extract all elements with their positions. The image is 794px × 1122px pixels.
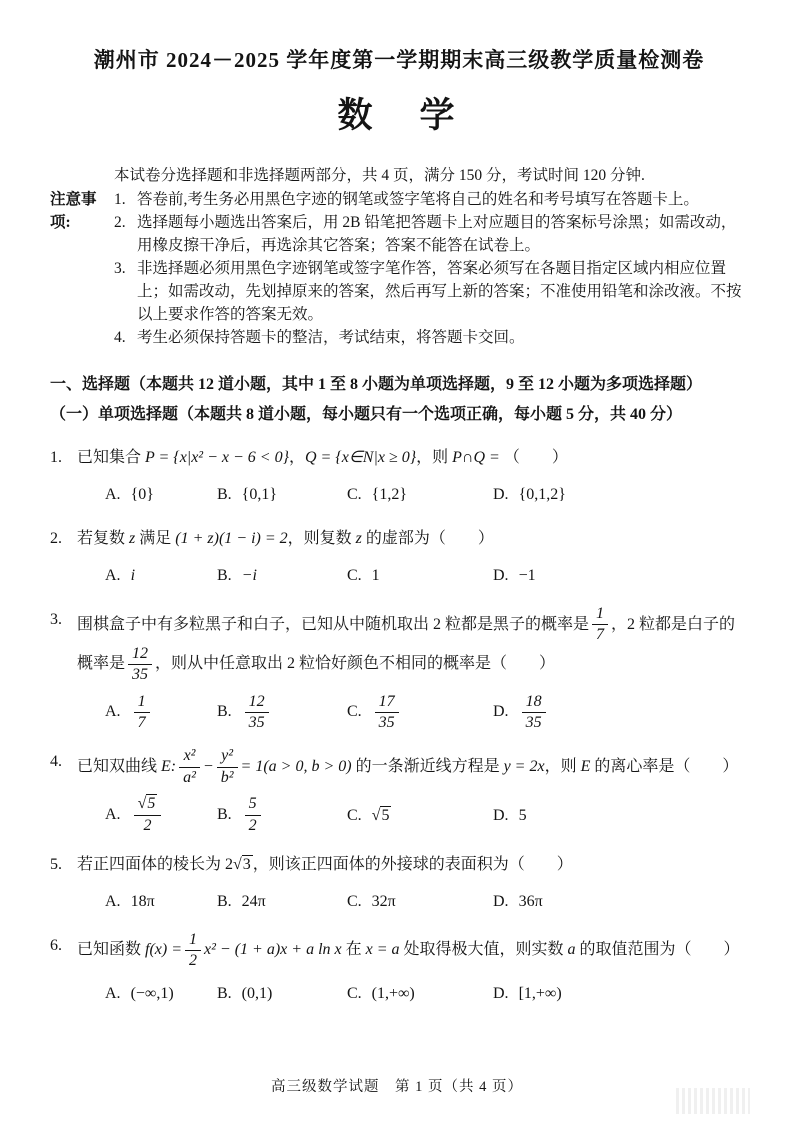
options-row: [77, 795, 748, 835]
math-expression: {0}: [130, 486, 154, 503]
fraction: [128, 645, 152, 685]
notice-item: [114, 211, 748, 257]
option-label: C.: [347, 984, 362, 1002]
option-value: [131, 486, 154, 503]
question-stem: [77, 930, 740, 970]
option-value: [131, 985, 174, 1002]
math-expression: a: [567, 941, 576, 959]
fraction-numerator: 5: [245, 795, 261, 815]
fraction: [375, 693, 399, 733]
options-row: [77, 887, 748, 916]
option-label: B.: [217, 486, 232, 503]
question-number: 3.: [50, 611, 62, 628]
option-value: [242, 985, 273, 1002]
math-expression: 24π: [241, 892, 266, 910]
fraction-numerator: √5: [134, 795, 162, 815]
sqrt-radicand: 5: [381, 806, 390, 824]
sqrt-radicand: 3: [242, 855, 251, 873]
preamble: [50, 164, 748, 349]
fraction-numerator: 17: [375, 693, 399, 713]
option-B: [217, 979, 347, 1008]
question-number: 2.: [50, 530, 62, 547]
option-A: [105, 795, 217, 835]
option-value: [242, 893, 266, 910]
fraction-numerator: 1: [134, 693, 150, 713]
fraction: [185, 931, 201, 971]
option-C: [347, 887, 493, 916]
option-label: B.: [217, 984, 232, 1002]
math-expression: (1 + z)(1 − i) = 2: [175, 530, 288, 547]
section-heading: 一、选择题（本题共 12 道小题，其中 1 至 8 小题为单项选择题，9 至 12 小题为多项选择题）: [50, 376, 703, 393]
math-expression: (0,1): [241, 984, 273, 1002]
notices-list: [114, 188, 748, 349]
option-label: D.: [493, 703, 509, 721]
math-expression: P = {x|x² − x − 6 < 0}: [145, 449, 289, 466]
math-expression: (1,+∞): [371, 984, 415, 1002]
math-expression: √5: [371, 806, 390, 824]
option-label: A.: [105, 805, 121, 823]
stem-text: 在: [341, 941, 366, 959]
notice-item: [114, 188, 748, 211]
stem-text: 若正四面体的棱长为: [77, 855, 226, 873]
options-row: [77, 561, 748, 590]
option-D: [493, 801, 748, 830]
fraction-numerator: 18: [522, 693, 546, 713]
option-value: [242, 795, 264, 834]
option-label: A.: [105, 486, 121, 503]
math-expression: −1: [518, 567, 536, 584]
math-expression: −: [202, 757, 214, 775]
fraction-numerator: 1: [185, 931, 201, 951]
section-subheading: （一）单项选择题（本题共 8 道小题，每小题只有一个选项正确，每小题 5 分，共 40 分）: [50, 406, 683, 423]
option-label: A.: [105, 567, 121, 584]
fraction: [217, 747, 238, 787]
option-C: [347, 561, 493, 590]
math-expression: P∩Q =: [452, 449, 504, 466]
question-stem: [77, 530, 494, 547]
option-value: [519, 567, 536, 584]
math-expression: {0,1}: [241, 486, 278, 503]
fraction: [179, 747, 200, 787]
question-number: 4.: [50, 753, 62, 771]
math-expression: 2√3: [225, 855, 251, 873]
math-expression: x² − (1 + a)x + a ln x: [204, 941, 342, 959]
fraction: [134, 693, 150, 733]
option-value: [372, 567, 380, 584]
fraction-numerator: x²: [179, 747, 200, 767]
option-A: [105, 480, 217, 509]
option-label: D.: [493, 984, 509, 1002]
fraction-denominator: 7: [596, 626, 605, 644]
option-label: C.: [347, 486, 362, 503]
stem-text: 已知函数: [77, 941, 146, 959]
option-label: B.: [217, 703, 232, 721]
math-expression: 32π: [371, 892, 396, 910]
notice-number: 2.: [114, 214, 126, 231]
math-expression: f(x) =: [145, 941, 183, 959]
notices-block: [50, 188, 748, 349]
notice-text: 选择题每小题选出答案后，用 2B 铅笔把答题卡上对应题目的答案标号涂黑；如需改动，用橡皮擦干净后，再选涂其它答案；答案不能答在试卷上。: [137, 214, 737, 254]
option-D: [493, 561, 748, 590]
question-stem: [77, 855, 573, 873]
option-value: [131, 567, 135, 584]
option-C: [347, 979, 493, 1008]
math-expression: Q = {x∈N|x ≥ 0}: [305, 449, 417, 466]
stem-text: 已知双曲线: [77, 757, 162, 775]
notice-item: [114, 326, 748, 349]
stem-text: ，则该正四面体的外接球的表面积为（ ）: [252, 855, 573, 873]
option-value: [519, 985, 562, 1002]
math-expression: 5: [518, 806, 527, 824]
question-6: [50, 931, 748, 1008]
exam-intro: 本试卷分选择题和非选择题两部分，共 4 页，满分 150 分，考试时间 120 分钟.: [114, 167, 645, 184]
stem-text: ，: [288, 449, 305, 466]
question-stem: [77, 449, 568, 466]
questions-list: [50, 443, 748, 1008]
option-B: [217, 561, 347, 590]
math-expression: −i: [241, 567, 257, 584]
stem-text: 满足: [135, 530, 176, 547]
notice-item: [114, 257, 748, 326]
page-footer: 高三级数学试题 第 1 页（共 4 页）: [271, 1079, 523, 1095]
stem-text: ，则: [416, 449, 453, 466]
option-label: C.: [347, 806, 362, 824]
option-value: [131, 795, 165, 834]
option-label: C.: [347, 892, 362, 910]
option-label: A.: [105, 892, 121, 910]
option-value: [242, 567, 257, 584]
option-value: [519, 486, 566, 503]
option-label: C.: [347, 567, 362, 584]
page-title: 潮州市 2024－2025 学年度第一学期期末高三级教学质量检测卷: [93, 48, 705, 72]
question-stem: [77, 747, 739, 786]
notice-number: 3.: [114, 260, 126, 277]
notice-number: 1.: [114, 191, 126, 208]
option-value: [519, 893, 543, 910]
option-value: [519, 807, 527, 824]
option-value: [372, 806, 392, 824]
question-stem: [77, 605, 736, 684]
fraction-denominator: a²: [183, 768, 196, 786]
option-label: D.: [493, 892, 509, 910]
question-4: [50, 747, 748, 835]
option-label: A.: [105, 703, 121, 721]
option-B: [217, 795, 347, 835]
stem-text: 的一条渐近线方程是: [351, 757, 504, 775]
fraction-denominator: 35: [132, 666, 149, 684]
option-value: [372, 893, 396, 910]
question-5: [50, 850, 748, 916]
stem-text: ，则复数: [287, 530, 356, 547]
option-value: [372, 486, 407, 503]
notice-text: 考生必须保持答题卡的整洁，考试结束，将答题卡交回。: [137, 329, 525, 346]
option-A: [105, 561, 217, 590]
math-expression: z: [355, 530, 362, 547]
option-label: D.: [493, 486, 509, 503]
fraction-denominator: 2: [189, 952, 198, 970]
option-label: B.: [217, 567, 232, 584]
fraction-denominator: 35: [525, 713, 542, 731]
math-expression: y = 2x: [503, 757, 545, 775]
option-A: [105, 979, 217, 1008]
math-expression: 1: [371, 567, 380, 584]
option-D: [493, 693, 748, 733]
fraction: [245, 693, 269, 733]
fraction-denominator: 35: [378, 713, 395, 731]
option-label: B.: [217, 892, 232, 910]
question-number: 6.: [50, 936, 62, 954]
stem-text: 的离心率是（ ）: [590, 757, 739, 775]
math-expression: E:: [161, 757, 177, 775]
math-expression: x = a: [365, 941, 400, 959]
fraction-denominator: 2: [248, 816, 257, 834]
question-2: [50, 524, 748, 590]
option-value: [242, 486, 277, 503]
fraction-numerator: y²: [217, 747, 238, 767]
options-row: [77, 979, 748, 1008]
option-value: [131, 692, 153, 731]
subject-title: 数 学: [337, 96, 461, 135]
notice-number: 4.: [114, 329, 126, 346]
stem-text: ，则: [544, 757, 581, 775]
option-A: [105, 693, 217, 733]
stem-text: 的取值范围为（ ）: [575, 941, 740, 959]
math-expression: 18π: [130, 892, 155, 910]
option-value: [519, 692, 549, 731]
option-D: [493, 480, 748, 509]
option-value: [131, 893, 155, 910]
stem-text: 处取得极大值，则实数: [399, 941, 568, 959]
notice-text: 非选择题必须用黑色字迹钢笔或签字笔作答，答案必须写在各题目指定区域内相应位置上；如需改动，先划掉原来的答案，然后再写上新的答案；不准使用铅笔和涂改液。不按以上要求作答的答案无效。: [137, 260, 742, 323]
option-label: C.: [347, 703, 362, 721]
option-label: B.: [217, 805, 232, 823]
question-number: 5.: [50, 855, 62, 873]
option-B: [217, 887, 347, 916]
stem-text: （ ）: [503, 449, 568, 466]
fraction-numerator: 12: [245, 693, 269, 713]
stem-text: ，2 粒都是白子的概率是: [77, 615, 736, 673]
option-D: [493, 887, 748, 916]
option-A: [105, 887, 217, 916]
fraction: [592, 605, 608, 645]
option-label: D.: [493, 567, 509, 584]
options-row: [77, 480, 748, 509]
notice-text: 答卷前,考生务必用黑色字迹的钢笔或签字笔将自己的姓名和考号填写在答题卡上。: [137, 191, 699, 208]
fraction: [245, 795, 261, 835]
option-B: [217, 693, 347, 733]
fraction-denominator: 35: [248, 713, 265, 731]
stem-text: 的虚部为（ ）: [361, 530, 494, 547]
option-C: [347, 693, 493, 733]
math-expression: 36π: [518, 892, 543, 910]
math-expression: [1,+∞): [518, 984, 562, 1002]
stem-text: 已知集合: [77, 449, 146, 466]
sqrt-radicand: 5: [147, 795, 156, 813]
fraction-denominator: b²: [220, 768, 234, 786]
notices-label: 注意事项:: [50, 191, 97, 231]
option-value: [372, 692, 402, 731]
option-label: D.: [493, 806, 509, 824]
math-expression: z: [129, 530, 136, 547]
option-value: [242, 692, 272, 731]
math-expression: {1,2}: [371, 486, 408, 503]
math-expression: = 1(a > 0, b > 0): [240, 757, 352, 775]
option-C: [347, 801, 493, 830]
math-expression: (−∞,1): [130, 984, 174, 1002]
fraction: [522, 693, 546, 733]
stem-text: ，则从中任意取出 2 粒恰好颜色不相同的概率是（ ）: [155, 655, 556, 673]
fraction-numerator: 12: [128, 645, 152, 665]
question-3: [50, 605, 748, 732]
fraction-denominator: 2: [143, 816, 152, 834]
fraction-numerator: 1: [592, 605, 608, 625]
stem-text: 围棋盒子中有多粒黑子和白子，已知从中随机取出 2 粒都是黑子的概率是: [77, 615, 590, 633]
math-expression: E: [580, 757, 591, 775]
option-B: [217, 480, 347, 509]
stem-text: 若复数: [77, 530, 130, 547]
scan-watermark: [676, 1088, 750, 1114]
option-label: A.: [105, 984, 121, 1002]
math-expression: {0,1,2}: [518, 486, 566, 503]
options-row: [77, 693, 748, 733]
option-D: [493, 979, 748, 1008]
fraction-denominator: 7: [137, 713, 146, 731]
option-value: [372, 985, 415, 1002]
option-C: [347, 480, 493, 509]
question-number: 1.: [50, 449, 62, 466]
math-expression: i: [130, 567, 136, 584]
fraction: [134, 795, 162, 835]
question-1: [50, 443, 748, 509]
